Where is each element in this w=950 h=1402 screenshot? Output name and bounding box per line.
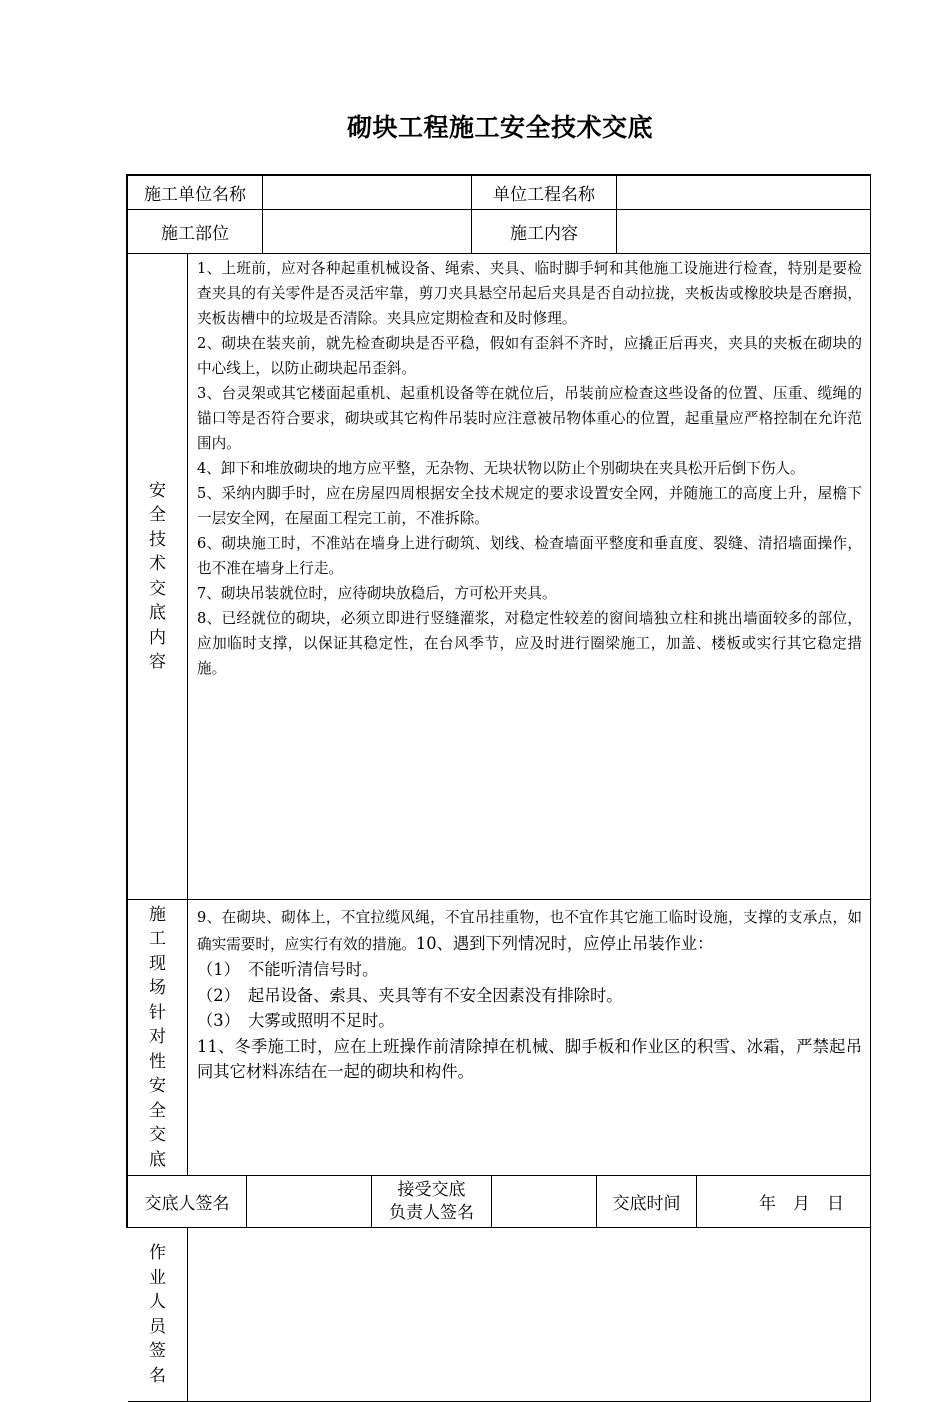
disclosure-form-table xyxy=(126,174,871,1386)
receiver-signature-label xyxy=(372,1176,492,1228)
project-name-label: 单位工程名称 xyxy=(472,176,617,210)
site-subitem: （3） 大雾或照明不足时。 xyxy=(197,1011,395,1030)
disclosure-date-field[interactable]: 年 月 日 xyxy=(697,1176,871,1228)
safety-content-label xyxy=(128,254,188,900)
label-char: 全 xyxy=(149,505,166,525)
label-char: 全 xyxy=(149,1100,166,1121)
construction-part-field[interactable] xyxy=(263,210,472,254)
site-specific-label xyxy=(128,900,188,1176)
label-char: 性 xyxy=(149,1051,166,1072)
label-char: 工 xyxy=(149,929,166,950)
label-char: 场 xyxy=(149,978,166,999)
discloser-signature-field[interactable] xyxy=(247,1176,372,1228)
receiver-label-line2: 负责人签名 xyxy=(389,1202,474,1223)
safety-item: 3、台灵架或其它楼面起重机、起重机设备等在就位后，吊装前应检查这些设备的位置、压重、缆绳的锚口等是否符合要求，砌块或其它构件吊装时应注意被吊物体重心的位置，起重量应严格控制在允许范围内。 xyxy=(197,385,862,452)
document-title: 砌块工程施工安全技术交底 xyxy=(346,113,653,142)
label-char: 交 xyxy=(149,578,166,599)
label-char: 签 xyxy=(149,1341,166,1361)
project-name-field[interactable] xyxy=(617,176,871,210)
site-item-11: 11、冬季施工时，应在上班操作前清除掉在机械、脚手板和作业区的积雪、冰霜，严禁起吊同其它材料冻结在一起的砌块和构件。 xyxy=(197,1036,862,1081)
label-char: 术 xyxy=(149,554,166,574)
label-char: 交 xyxy=(149,1125,166,1146)
label-char: 安 xyxy=(149,1076,166,1097)
construction-part-label: 施工部位 xyxy=(128,210,263,254)
disclosure-time-label: 交底时间 xyxy=(597,1176,697,1228)
label-char: 业 xyxy=(149,1267,166,1288)
label-char: 容 xyxy=(149,652,166,672)
label-char: 内 xyxy=(149,627,166,648)
label-char: 施 xyxy=(149,904,166,925)
safety-item: 8、已经就位的砌块，必须立即进行竖缝灌浆，对稳定性较差的窗间墙独立柱和挑出墙面较多的部位，应加临时支撑，以保证其稳定性，在台风季节，应及时进行圈梁施工，加盖、楼板或实行其它稳定措施。 xyxy=(197,610,862,677)
safety-content-text xyxy=(188,254,871,900)
site-subitem: （2） 起吊设备、索具、夹具等有不安全因素没有排除时。 xyxy=(197,985,623,1005)
safety-item: 1、上班前，应对各种起重机械设备、绳索、夹具、临时脚手轲和其他施工设施进行检查，特别是要检查夹具的有关零件是否灵活牢靠，剪刀夹具悬空吊起后夹具是否自动拉拢，夹板齿或橡胶块是否磨损，夹板齿槽中的垃圾是否清除。夹具应定期检查和及时修理。 xyxy=(197,260,862,327)
label-char: 人 xyxy=(149,1292,166,1312)
receiver-label-line1: 接受交底 xyxy=(397,1179,466,1200)
construction-content-label: 施工内容 xyxy=(472,210,617,254)
unit-name-label: 施工单位名称 xyxy=(128,176,263,210)
construction-content-field[interactable] xyxy=(617,210,871,254)
label-char: 底 xyxy=(149,603,166,623)
label-char: 现 xyxy=(149,953,166,974)
site-item-10: 10、遇到下列情况时，应停止吊装作业： xyxy=(415,933,714,953)
label-char: 底 xyxy=(149,1149,166,1170)
label-char: 作 xyxy=(149,1243,166,1263)
label-char: 员 xyxy=(149,1316,166,1337)
safety-item: 7、砌块吊装就位时，应待砌块放稳后，方可松开夹具。 xyxy=(197,585,557,602)
label-char: 针 xyxy=(149,1002,166,1023)
discloser-signature-label: 交底人签名 xyxy=(128,1176,247,1228)
label-char: 名 xyxy=(149,1365,166,1386)
site-specific-text xyxy=(188,900,871,1176)
site-subitem: （1） 不能听清信号时。 xyxy=(197,960,379,979)
label-char: 对 xyxy=(149,1027,166,1048)
safety-item: 4、卸下和堆放砌块的地方应平整，无杂物、无块状物以防止个别砌块在夹具松开后倒下伤人。 xyxy=(197,460,805,477)
site-item-9: 9、在砌块、砌体上，不宜拉缆风绳，不宜吊挂重物，也不宜作其它施工临时设施，支撑的支承点，如确实需要时，应实行有效的措施。 xyxy=(197,909,862,953)
label-char: 技 xyxy=(149,529,166,550)
safety-item: 6、砌块施工时，不准站在墙身上进行砌筑、划线、检查墙面平整度和垂直度、裂缝、清招墙面操作，也不准在墙身上行走。 xyxy=(197,535,862,577)
safety-item: 2、砌块在装夹前，就先检查砌块是否平稳，假如有歪斜不齐时，应撬正后再夹，夹具的夹板在砌块的中心线上，以防止砌块起吊歪斜。 xyxy=(197,335,862,377)
label-char: 安 xyxy=(149,480,166,501)
worker-signature-field[interactable] xyxy=(188,1228,871,1402)
unit-name-field[interactable] xyxy=(263,176,472,210)
receiver-signature-field[interactable] xyxy=(492,1176,597,1228)
worker-signature-label xyxy=(128,1228,188,1402)
safety-item: 5、采纳内脚手时，应在房屋四周根据安全技术规定的要求设置安全网，并随施工的高度上升，屋檐下一层安全网，在屋面工程完工前，不准拆除。 xyxy=(197,485,862,527)
